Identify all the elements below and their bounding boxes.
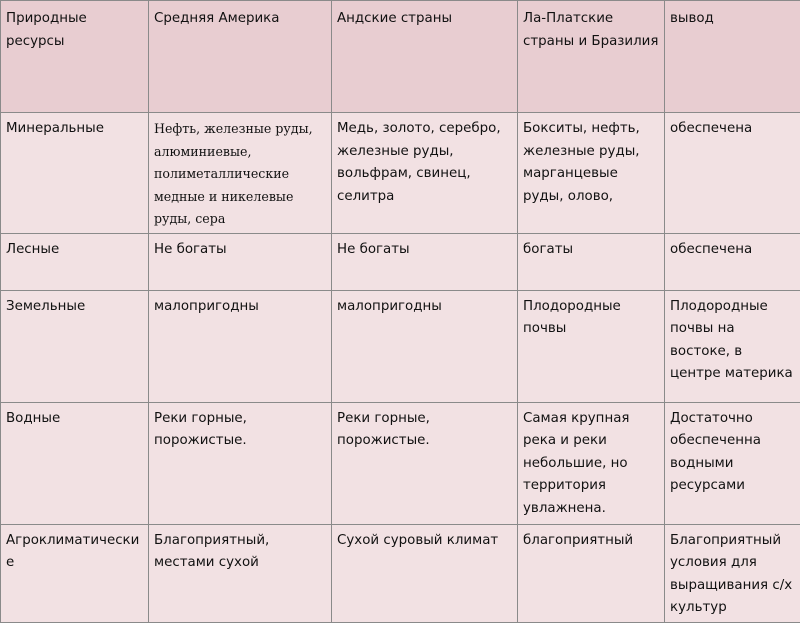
table-row bbox=[1, 113, 800, 234]
cell-la-plata-brazil: благоприятный bbox=[518, 524, 665, 622]
cell-la-plata-brazil: Плодородные почвы bbox=[518, 290, 665, 402]
header-central-america: Средняя Америка bbox=[149, 1, 332, 113]
cell-resource: Минеральные bbox=[1, 113, 149, 234]
cell-la-plata-brazil: богаты bbox=[518, 233, 665, 290]
cell-central-america: Благоприятный, местами сухой bbox=[149, 524, 332, 622]
cell-la-plata-brazil: Бокситы, нефть, железные руды, марганцевые руды, олово, bbox=[518, 113, 665, 234]
cell-la-plata-brazil: Самая крупная река и реки небольшие, но территория увлажнена. bbox=[518, 402, 665, 524]
cell-conclusion: Благоприятный условия для выращивания с/х культур bbox=[665, 524, 800, 622]
cell-central-america: малопригодны bbox=[149, 290, 332, 402]
cell-resource: Лесные bbox=[1, 233, 149, 290]
header-la-plata-brazil: Ла-Платские страны и Бразилия bbox=[518, 1, 665, 113]
table-row bbox=[1, 402, 800, 524]
table-row bbox=[1, 290, 800, 402]
cell-andean: Сухой суровый климат bbox=[332, 524, 518, 622]
header-conclusion: вывод bbox=[665, 1, 800, 113]
table-row bbox=[1, 524, 800, 622]
cell-andean: Медь, золото, серебро, железные руды, вольфрам, свинец, селитра bbox=[332, 113, 518, 234]
cell-andean: Не богаты bbox=[332, 233, 518, 290]
cell-conclusion: обеспечена bbox=[665, 113, 800, 234]
cell-conclusion: Плодородные почвы на востоке, в центре материка bbox=[665, 290, 800, 402]
cell-resource: Агроклиматические bbox=[1, 524, 149, 622]
cell-conclusion: обеспечена bbox=[665, 233, 800, 290]
table-row bbox=[1, 233, 800, 290]
header-andean: Андские страны bbox=[332, 1, 518, 113]
cell-andean: малопригодны bbox=[332, 290, 518, 402]
cell-conclusion: Достаточно обеспеченна водными ресурсами bbox=[665, 402, 800, 524]
cell-central-america: Нефть, железные руды, алюминиевые, полиметаллические медные и никелевые руды, сера bbox=[149, 113, 332, 234]
cell-central-america: Не богаты bbox=[149, 233, 332, 290]
cell-andean: Реки горные, порожистые. bbox=[332, 402, 518, 524]
table-header-row bbox=[1, 1, 800, 113]
cell-resource: Водные bbox=[1, 402, 149, 524]
header-resources: Природные ресурсы bbox=[1, 1, 149, 113]
cell-resource: Земельные bbox=[1, 290, 149, 402]
cell-central-america: Реки горные, порожистые. bbox=[149, 402, 332, 524]
